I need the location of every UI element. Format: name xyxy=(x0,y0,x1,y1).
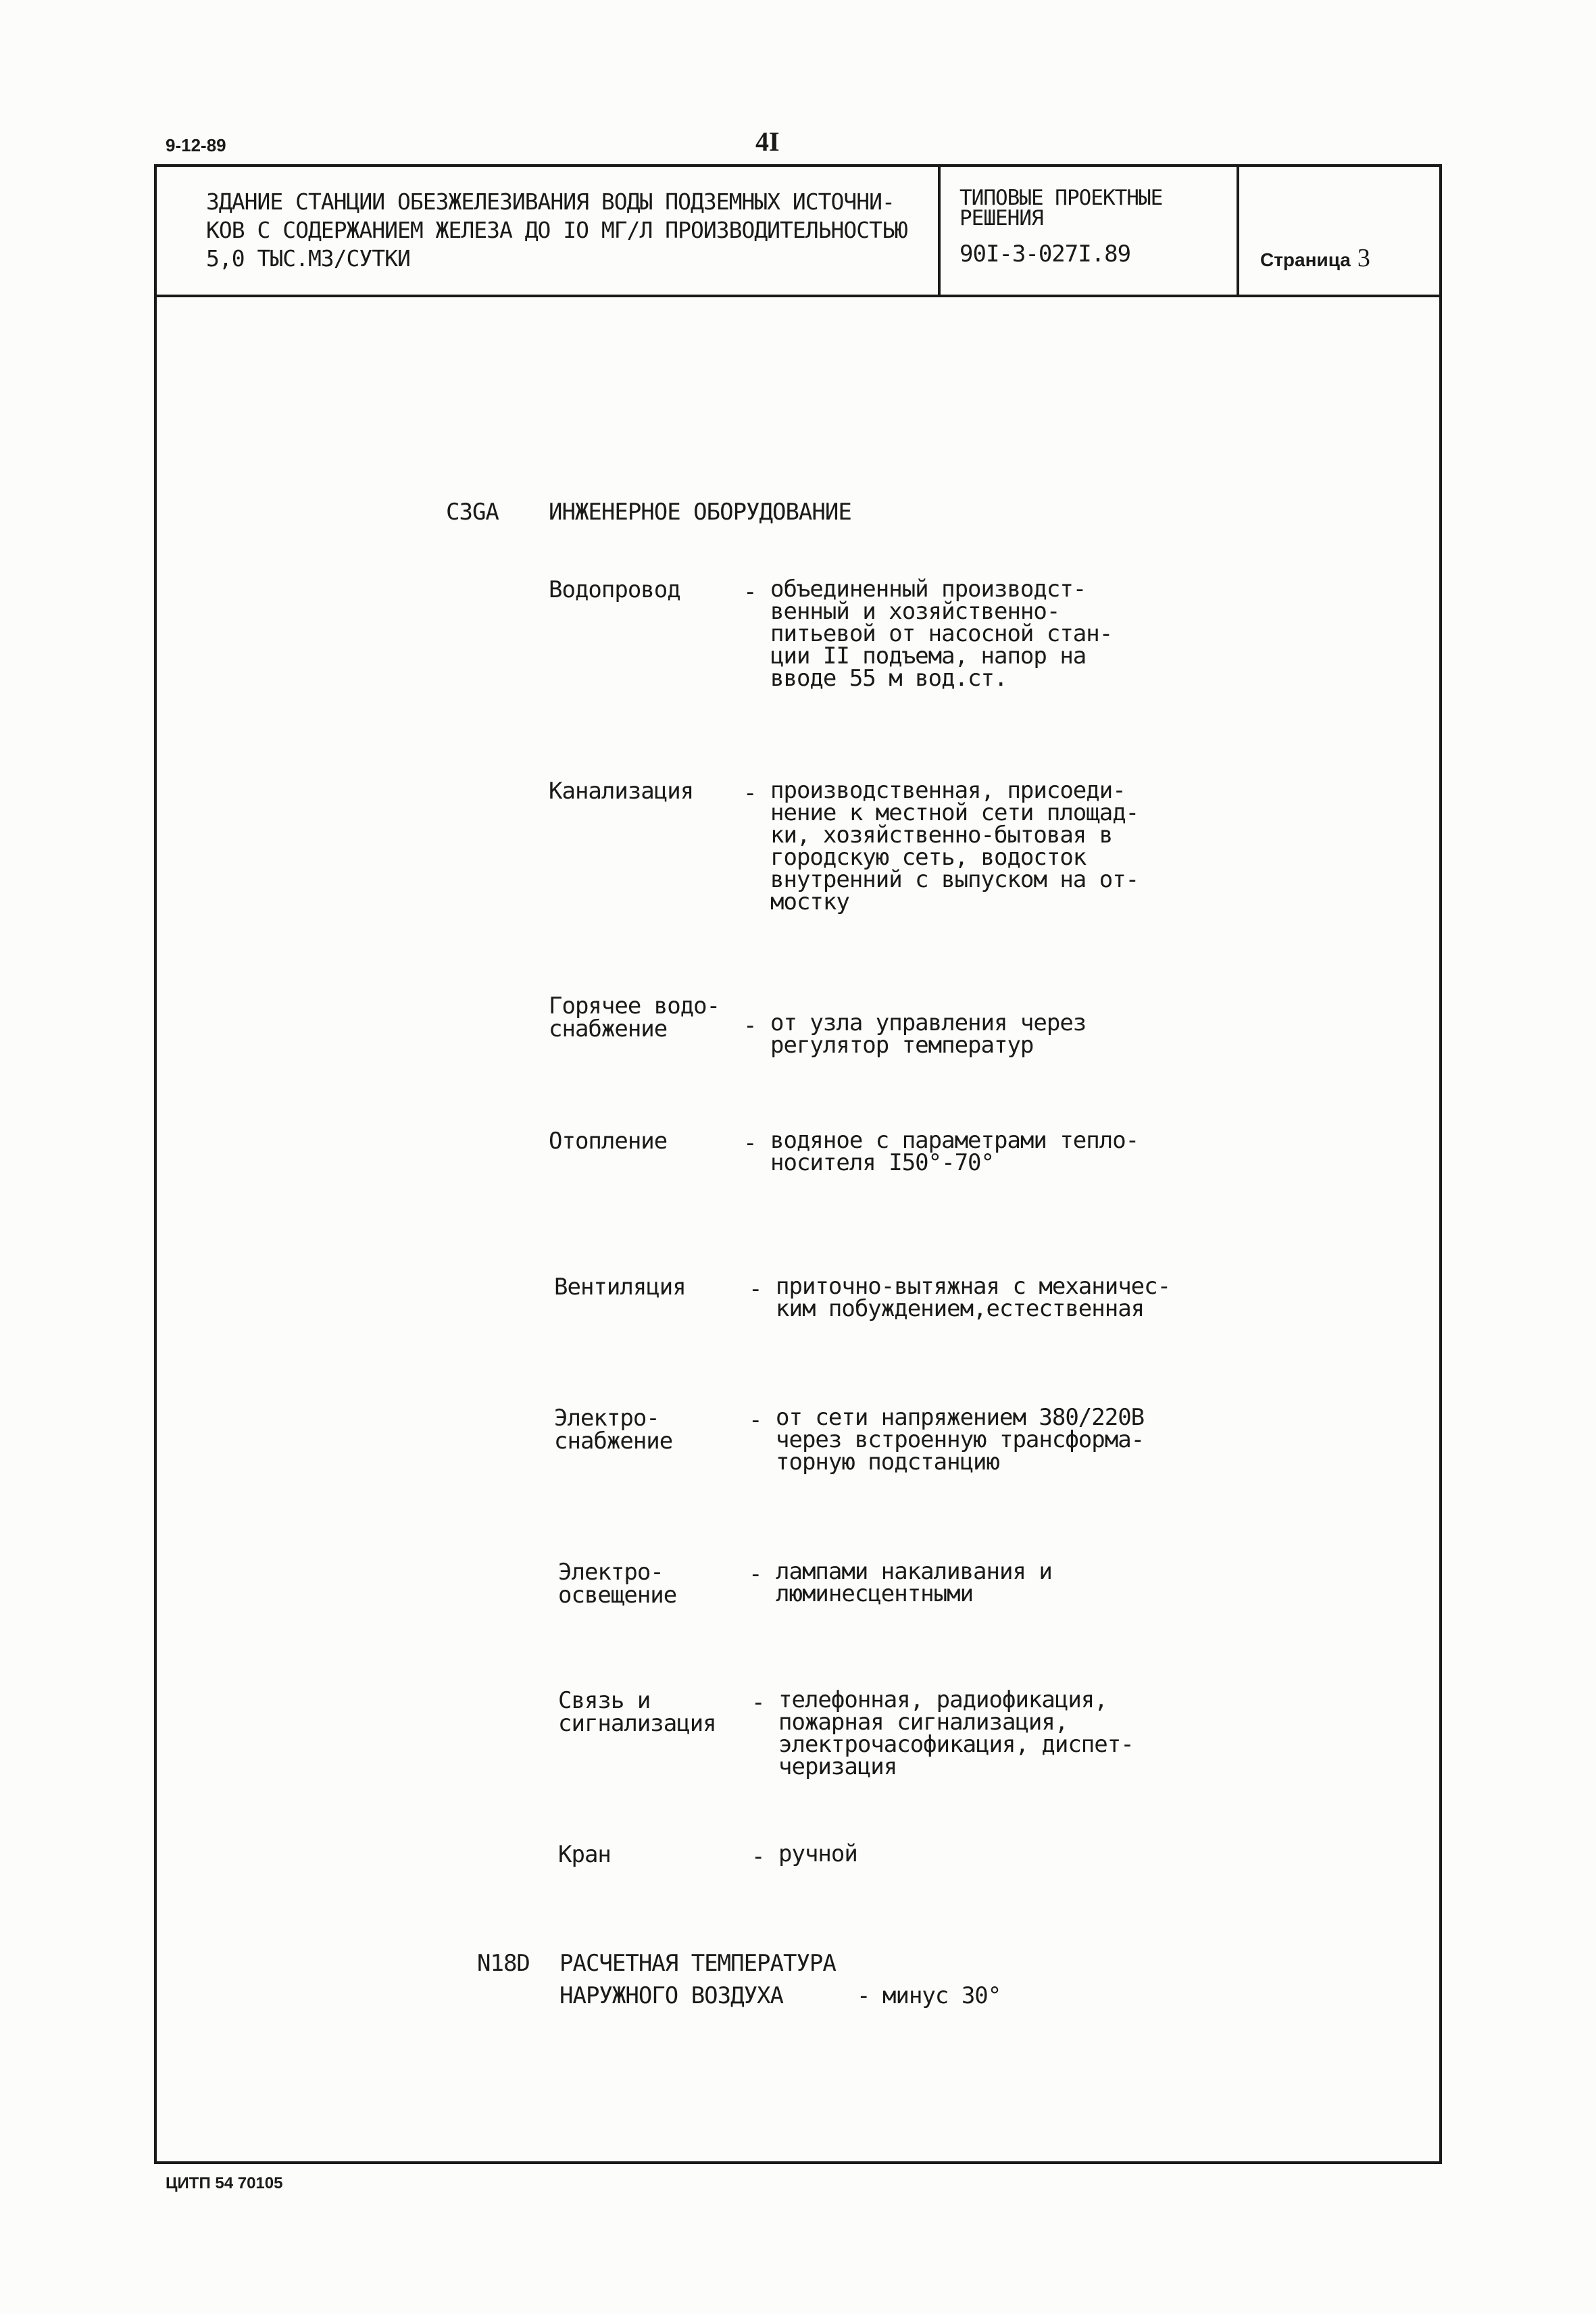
item-label: Связь и сигнализация xyxy=(558,1687,716,1737)
section-title: ИНЖЕНЕРНОЕ ОБОРУДОВАНИЕ xyxy=(549,499,851,526)
item-label: Канализация xyxy=(549,778,694,805)
item-label: Отопление xyxy=(549,1128,668,1155)
temperature-value: минус 30° xyxy=(882,1982,1001,2009)
item-label: Горячее водо- снабжение xyxy=(549,992,720,1042)
header-series-line: ТИПОВЫЕ ПРОЕКТНЫЕ xyxy=(959,186,1163,210)
header-page-label: Страница xyxy=(1260,249,1351,270)
header-title-line: 5,0 ТЫС.МЗ/СУТКИ xyxy=(206,245,410,272)
item-value: ручной xyxy=(778,1840,857,1867)
item-dash: - xyxy=(751,1689,766,1716)
item-value: от сети напряжением 380/220В через встроенную трансформа- торную подстанцию xyxy=(776,1404,1145,1476)
item-label: Водопровод xyxy=(549,576,680,603)
temperature-title-line: РАСЧЕТНАЯ ТЕМПЕРАТУРА xyxy=(559,1950,836,1977)
header-series-line: РЕШЕНИЯ xyxy=(959,206,1043,230)
item-dash: - xyxy=(749,1407,763,1434)
item-dash: - xyxy=(743,780,757,807)
item-value: телефонная, радиофикация, пожарная сигнализация, электрочасофикация, диспет- черизация xyxy=(778,1686,1134,1780)
header-doc-code: 90I-3-027I.89 xyxy=(959,241,1131,268)
temperature-title-line: НАРУЖНОГО ВОЗДУХА xyxy=(559,1982,783,2009)
item-label: Электро- освещение xyxy=(558,1559,677,1609)
item-value: производственная, присоеди- нение к местной сети площад- ки, хозяйственно-бытовая в городскую сеть, водосток внутренний с выпуском на от- мостку xyxy=(770,777,1139,915)
header-divider xyxy=(154,295,1442,297)
temperature-dash: - xyxy=(857,1982,871,2009)
item-label: Электро- снабжение xyxy=(554,1405,673,1455)
header-title xyxy=(206,188,929,273)
header-series xyxy=(959,188,1230,228)
section-code: C3GA xyxy=(446,499,499,526)
temperature-code: N18D xyxy=(477,1950,530,1977)
page-number: 4I xyxy=(755,126,780,157)
item-dash: - xyxy=(749,1561,763,1588)
header-column-divider xyxy=(1237,164,1239,296)
item-value: водяное с параметрами тепло- носителя I50°-70° xyxy=(770,1127,1139,1176)
item-dash: - xyxy=(751,1843,766,1870)
document-code-top: 9-12-89 xyxy=(166,135,226,155)
item-value: от узла управления через регулятор температур xyxy=(770,1009,1087,1059)
item-value: лампами накаливания и люминесцентными xyxy=(776,1558,1052,1607)
item-dash: - xyxy=(743,1130,757,1157)
item-dash: - xyxy=(749,1276,763,1303)
header-page xyxy=(1260,243,1370,273)
header-title-line: ЗДАНИЕ СТАНЦИИ ОБЕЗЖЕЛЕЗИВАНИЯ ВОДЫ ПОДЗЕМНЫХ ИСТОЧНИ- xyxy=(206,188,895,215)
header-page-value: 3 xyxy=(1357,244,1370,272)
item-dash: - xyxy=(743,578,757,605)
header-title-line: КОВ С СОДЕРЖАНИЕМ ЖЕЛЕЗА ДО IО МГ/Л ПРОИЗВОДИТЕЛЬНОСТЬЮ xyxy=(206,217,907,243)
item-dash: - xyxy=(743,1012,757,1039)
item-label: Кран xyxy=(558,1841,611,1868)
item-value: приточно-вытяжная с механичес- ким побуждением,естественная xyxy=(776,1273,1171,1322)
item-label: Вентиляция xyxy=(554,1274,686,1301)
item-value: объединенный производст- венный и хозяйственно- питьевой от насосной стан- ции II подъема, напор на вводе 55 м вод.ст. xyxy=(770,576,1113,692)
footer-stamp: ЦИТП 54 70105 xyxy=(166,2174,283,2192)
header-column-divider xyxy=(938,164,941,296)
